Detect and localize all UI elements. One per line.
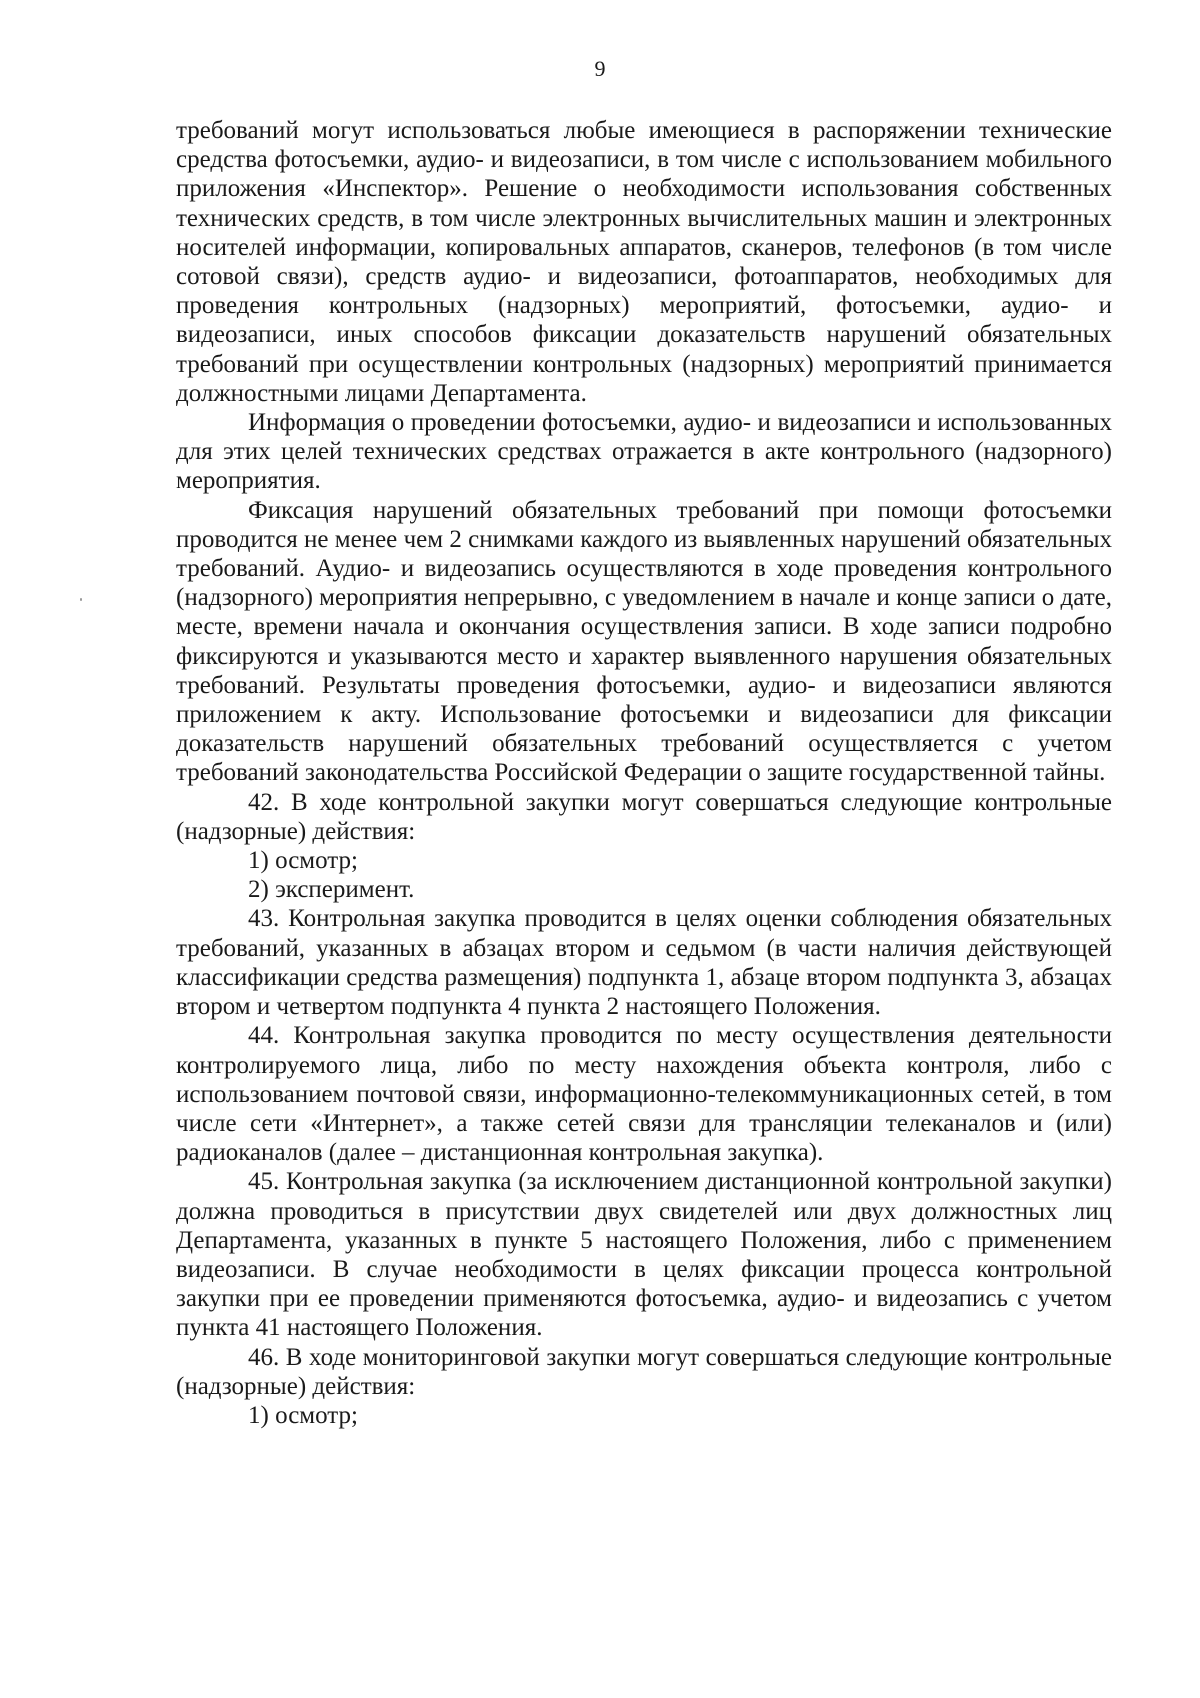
paragraph-item-44: 44. Контрольная закупка проводится по месту осуществления деятельности контролируемого лица, либо по месту нахождения объекта контроля, либо с использованием почтовой связи, информационно-телекоммуникационных сетей, в том числе сети «Интернет», а также сетей связи для трансляции телеканалов и (или) радиоканалов (далее – дистанционная контрольная закупка). bbox=[176, 1022, 1112, 1167]
paragraph-item-46-1: 1) осмотр; bbox=[248, 1401, 358, 1429]
paragraph-item-46: 46. В ходе мониторинговой закупки могут совершаться следующие контрольные (надзорные) действия: bbox=[176, 1343, 1112, 1400]
paragraph-continuation: требований могут использоваться любые имеющиеся в распоряжении технические средства фотосъемки, аудио- и видеозаписи, в том числе с использованием мобильного приложения «Инспектор». Решение о необходимости использования собственных технических средств, в том числе электронных вычислительных машин и электронных носителей информации, копировальных аппаратов, сканеров, телефонов (в том числе сотовой связи), средств аудио- и видеозаписи, фотоаппаратов, необходимых для проведения контрольных (надзорных) мероприятий, фотосъемки, аудио- и видеозаписи, иных способов фиксации доказательств нарушений обязательных требований при осуществлении контрольных (надзорных) мероприятий принимается должностными лицами Департамента. bbox=[176, 117, 1112, 407]
scan-speck bbox=[80, 598, 82, 601]
paragraph-item-42-1: 1) осмотр; bbox=[248, 847, 358, 875]
paragraph-photo-fixation: Фиксация нарушений обязательных требований при помощи фотосъемки проводится не менее чем 2 снимками каждого из выявленных нарушений обязательных требований. Аудио- и видеозапись осуществляются в ходе проведения контрольного (надзорного) мероприятия непрерывно, с уведомлением в начале и конце записи о дате, месте, времени начала и окончания осуществления записи. В ходе записи подробно фиксируются и указываются место и характер выявленного нарушения обязательных требований. Результаты проведения фотосъемки, аудио- и видеозаписи являются приложением к акту. Использование фотосъемки и видеозаписи для фиксации доказательств нарушений обязательных требований осуществляется с учетом требований законодательства Российской Федерации о защите государственной тайны. bbox=[176, 496, 1112, 787]
paragraph-item-42-2: 2) эксперимент. bbox=[248, 876, 415, 904]
document-body bbox=[176, 116, 1112, 1430]
paragraph-item-42: 42. В ходе контрольной закупки могут совершаться следующие контрольные (надзорные) действия: bbox=[176, 788, 1112, 845]
paragraph-photo-info: Информация о проведении фотосъемки, аудио- и видеозаписи и использованных для этих целей технических средствах отражается в акте контрольного (надзорного) мероприятия. bbox=[176, 409, 1112, 495]
paragraph-item-45: 45. Контрольная закупка (за исключением дистанционной контрольной закупки) должна проводиться в присутствии двух свидетелей или двух должностных лиц Департамента, указанных в пункте 5 настоящего Положения, либо с применением видеозаписи. В случае необходимости в целях фиксации процесса контрольной закупки при ее проведении применяются фотосъемка, аудио- и видеозапись с учетом пункта 41 настоящего Положения. bbox=[176, 1168, 1112, 1342]
paragraph-item-43: 43. Контрольная закупка проводится в целях оценки соблюдения обязательных требований, указанных в абзацах втором и седьмом (в части наличия действующей классификации средства размещения) подпункта 1, абзаце втором подпункта 3, абзацах втором и четвертом подпункта 4 пункта 2 настоящего Положения. bbox=[176, 905, 1112, 1021]
page-number: 9 bbox=[594, 56, 606, 81]
